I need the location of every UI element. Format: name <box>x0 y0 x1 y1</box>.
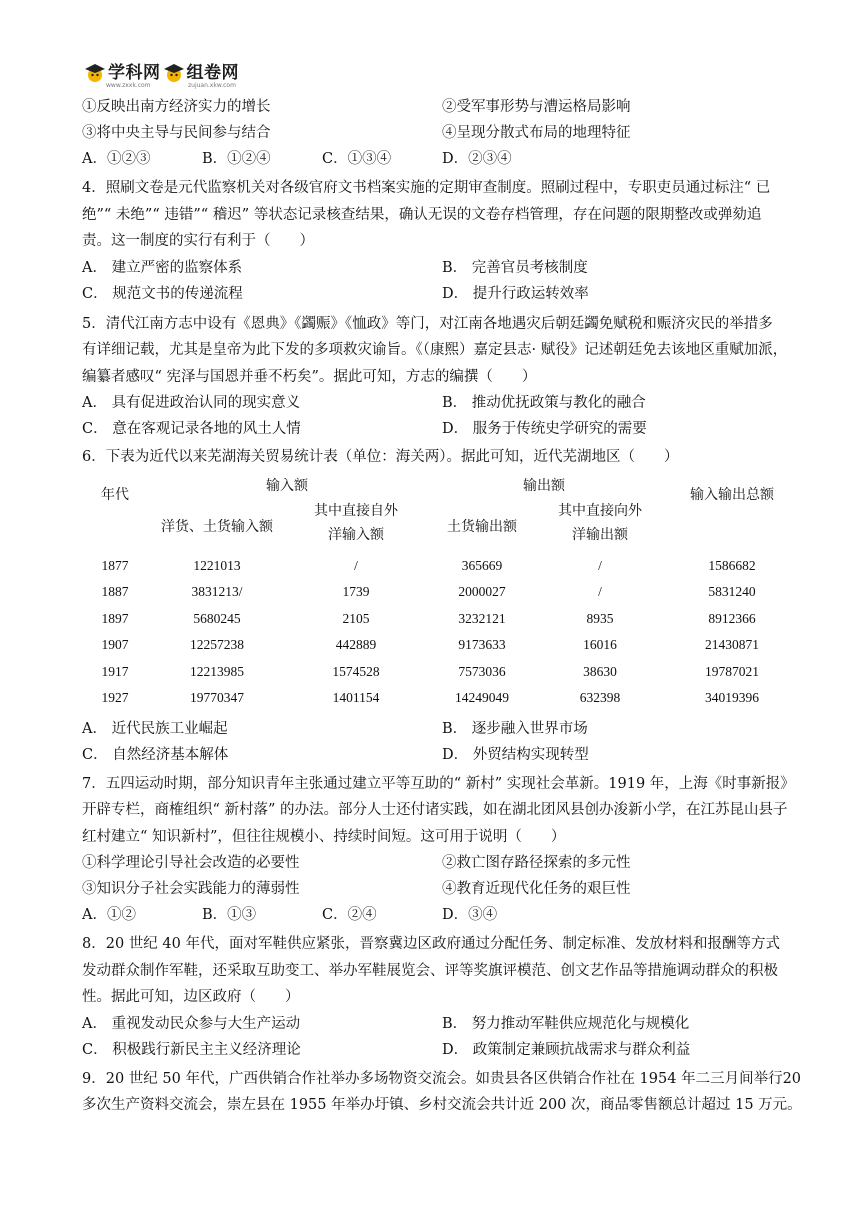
q5-options-row-2 <box>82 416 802 442</box>
table-cell: 3831213/ <box>191 584 243 600</box>
q3-items-row-1 <box>82 94 802 120</box>
table-cell: 5680245 <box>193 610 241 626</box>
q7-option-c[interactable]: C．②④ <box>322 907 377 923</box>
table-cell: 1586682 <box>708 557 756 573</box>
q5-options-row-1 <box>82 390 802 416</box>
table-cell: 34019396 <box>705 690 759 706</box>
table-cell: 16016 <box>583 637 617 653</box>
table-cell: 14249049 <box>455 690 509 706</box>
q3-option-c[interactable]: C．①③④ <box>322 151 392 167</box>
logo-left-text: 学科网 <box>108 63 161 83</box>
table-cell: 8912366 <box>708 610 756 626</box>
q7-item-2: ②救亡图存路径探索的多元性 <box>442 855 631 871</box>
table-cell: 442889 <box>335 637 377 653</box>
col-direct-import <box>286 499 426 553</box>
table-row <box>82 579 802 606</box>
table-cell: 632398 <box>579 690 621 706</box>
graduation-cap-icon <box>163 62 185 84</box>
table-cell: 1897 <box>101 610 129 626</box>
q3-items-row-2 <box>82 120 802 146</box>
table-cell: 8935 <box>586 610 614 626</box>
q4-option-b[interactable]: B． 完善官员考核制度 <box>442 259 588 276</box>
table-row <box>82 659 802 686</box>
table-cell: / <box>598 557 602 573</box>
table-cell: 1221013 <box>193 557 241 573</box>
q3-option-d[interactable]: D．②③④ <box>442 151 512 167</box>
q5-option-b[interactable]: B． 推动优抚政策与教化的融合 <box>442 395 646 411</box>
q6-options-row-1 <box>82 716 802 742</box>
q7-stem <box>82 771 802 851</box>
q6-option-a[interactable]: A． 近代民族工业崛起 <box>82 720 228 737</box>
q4-line-3: 责。这一制度的实行有利于（ ） <box>82 233 314 249</box>
table-cell: 1877 <box>101 557 129 573</box>
q8-line-2: 发动群众制作军鞋，还采取互助变工、举办军鞋展览会、评等奖旗评模范、创文艺作品等措施调动群众的积极 <box>82 962 778 979</box>
q9-stem <box>82 1066 802 1119</box>
q3-item-1: ①反映出南方经济实力的增长 <box>82 99 271 115</box>
q7-option-a[interactable]: A．①② <box>82 907 136 923</box>
q3-item-3: ③将中央主导与民间参与结合 <box>82 125 271 141</box>
col-year: 年代 <box>101 487 129 503</box>
table-row <box>82 685 802 712</box>
table-cell: 19787021 <box>705 663 759 679</box>
q4-option-a[interactable]: A． 建立严密的监察体系 <box>82 259 243 276</box>
table-cell: 365669 <box>461 557 503 573</box>
graduation-cap-icon <box>84 62 106 84</box>
q3-option-a[interactable]: A．①②③ <box>82 151 151 167</box>
q3-option-b[interactable]: B．①②④ <box>202 151 271 167</box>
q4-options-row-1 <box>82 255 802 281</box>
table-cell: 5831240 <box>708 584 756 600</box>
logo <box>82 62 239 90</box>
table-cell: 21430871 <box>705 637 759 653</box>
q4-line-1: 4．照刷文卷是元代监察机关对各级官府文书档案实施的定期审查制度。照刷过程中，专职吏员通过标注“ 已 <box>82 180 771 196</box>
q7-line-1: 7．五四运动时期，部分知识青年主张通过建立平等互助的“ 新村” 实现社会革新。1919 年，上海《时事新报》 <box>82 775 795 792</box>
q5-line-3: 编纂者感叹“ 宪泽与国恩并垂不朽矣”。据此可知，方志的编撰（ ） <box>82 368 537 385</box>
table-cell: 12257238 <box>190 637 244 653</box>
q7-options <box>82 902 802 928</box>
table-cell: 1907 <box>101 637 129 653</box>
col-total: 输入输出总额 <box>690 487 774 503</box>
q6-stem: 6．下表为近代以来芜湖海关贸易统计表（单位：海关两）。据此可知，近代芜湖地区（ ） <box>82 449 679 465</box>
q3-item-4: ④呈现分散式布局的地理特征 <box>442 125 631 141</box>
trade-table-body <box>82 553 802 712</box>
q4-line-2: 绝”“ 未绝”“ 违错”“ 稽迟” 等状态记录核查结果，确认无误的文卷存档管理，存在问题的限期整改或弹劾追 <box>82 206 762 223</box>
logo-right-text: 组卷网 <box>186 63 239 83</box>
q5-line-2: 有详细记载，尤其是皇帝为此下发的多项救灾谕旨。《（康熙）嘉定县志· 赋役》记述朝廷免去该地区重赋加派， <box>82 342 788 358</box>
table-cell: 1574528 <box>332 663 380 679</box>
exam-page <box>82 94 802 1119</box>
col-direct-export-l2: 洋输出额 <box>572 526 628 543</box>
q7-items-row-2 <box>82 876 802 902</box>
col-direct-export <box>538 499 662 553</box>
table-cell: / <box>598 584 602 600</box>
table-cell: 1917 <box>101 663 129 679</box>
q4-option-d[interactable]: D． 提升行政运转效率 <box>442 285 589 302</box>
table-cell: 38630 <box>583 663 617 679</box>
q7-line-3: 红村建立“ 知识新村”，但往往规模小、持续时间短。这可用于说明（ ） <box>82 828 566 845</box>
table-row <box>82 606 802 633</box>
q9-line-1: 9．20 世纪 50 年代，广西供销合作社举办多场物资交流会。如贵县各区供销合作社在 1954 年二三月间举行20 <box>82 1070 802 1087</box>
q9-line-2: 多次生产资料交流会，崇左县在 1955 年举办圩镇、乡村交流会共计近 200 次，商品零售额总计超过 15 万元。 <box>82 1097 802 1113</box>
table-cell: 3232121 <box>458 610 506 626</box>
q3-options <box>82 146 802 172</box>
table-row <box>82 632 802 659</box>
col-direct-export-l1: 其中直接向外 <box>558 502 642 519</box>
table-cell: 1739 <box>342 584 370 600</box>
table-cell: 9173633 <box>458 637 506 653</box>
table-cell: 7573036 <box>458 663 506 679</box>
table-cell: 19770347 <box>190 690 244 706</box>
q5-option-a[interactable]: A． 具有促进政治认同的现实意义 <box>82 395 301 411</box>
q4-options-row-2 <box>82 281 802 307</box>
table-row <box>82 553 802 580</box>
q8-options-row-2 <box>82 1037 802 1063</box>
col-direct-import-l1: 其中直接自外 <box>314 502 398 519</box>
table-cell: 1887 <box>101 584 129 600</box>
col-export: 土货输出额 <box>447 518 517 535</box>
table-cell: 2105 <box>342 610 370 626</box>
q8-line-3: 性。据此可知，边区政府（ ） <box>82 989 300 1005</box>
q6-options-row-2 <box>82 742 802 768</box>
table-cell: 12213985 <box>190 663 244 679</box>
table-cell: 2000027 <box>458 584 506 600</box>
q8-option-a[interactable]: A． 重视发动民众参与大生产运动 <box>82 1015 301 1032</box>
q5-option-c[interactable]: C． 意在客观记录各地的风土人情 <box>82 421 301 437</box>
q8-option-b[interactable]: B． 努力推动军鞋供应规范化与规模化 <box>442 1015 690 1032</box>
logo-left-sub: www.zxxk.com <box>106 82 151 89</box>
q4-stem <box>82 175 802 255</box>
q6-option-c[interactable]: C． 自然经济基本解体 <box>82 746 229 763</box>
logo-right-sub: zujuan.xkw.com <box>188 82 236 89</box>
q4-option-c[interactable]: C． 规范文书的传递流程 <box>82 285 243 302</box>
table-cell: 1401154 <box>332 690 380 706</box>
q6-option-d[interactable]: D． 外贸结构实现转型 <box>442 746 589 763</box>
q7-item-1: ①科学理论引导社会改造的必要性 <box>82 855 300 871</box>
q5-line-1: 5．清代江南方志中设有《恩典》《蠲赈》《恤政》等门，对江南各地遇灾后朝廷蠲免赋税和赈济灾民的举措多 <box>82 315 773 332</box>
q7-option-b[interactable]: B．①③ <box>202 907 257 923</box>
q7-items-row-1 <box>82 850 802 876</box>
q3-item-2: ②受军事形势与漕运格局影响 <box>442 99 631 115</box>
q8-option-d[interactable]: D． 政策制定兼顾抗战需求与群众利益 <box>442 1041 691 1058</box>
col-direct-import-l2: 洋输入额 <box>328 526 384 543</box>
group-export: 输出额 <box>523 478 565 495</box>
q8-options-row-1 <box>82 1011 802 1037</box>
q5-option-d[interactable]: D． 服务于传统史学研究的需要 <box>442 421 647 437</box>
q5-stem <box>82 311 802 391</box>
q8-stem <box>82 931 802 1011</box>
trade-table <box>82 472 802 712</box>
q7-item-4: ④教育近现代化任务的艰巨性 <box>442 881 631 897</box>
q7-line-2: 开辟专栏，商榷组织“ 新村落” 的办法。部分人士还付诸实践，如在湖北团风县创办浚新小学，在江苏昆山县子 <box>82 802 788 818</box>
q8-option-c[interactable]: C． 积极践行新民主主义经济理论 <box>82 1041 301 1058</box>
q7-item-3: ③知识分子社会实践能力的薄弱性 <box>82 881 300 897</box>
table-cell: / <box>354 557 358 573</box>
table-cell: 1927 <box>101 690 129 706</box>
q6-option-b[interactable]: B． 逐步融入世界市场 <box>442 720 588 737</box>
col-import: 洋货、土货输入额 <box>161 518 273 535</box>
group-import: 输入额 <box>266 478 308 495</box>
q7-option-d[interactable]: D．③④ <box>442 907 498 923</box>
q8-line-1: 8．20 世纪 40 年代，面对军鞋供应紧张，晋察冀边区政府通过分配任务、制定标准、发放材料和报酬等方式 <box>82 936 780 952</box>
